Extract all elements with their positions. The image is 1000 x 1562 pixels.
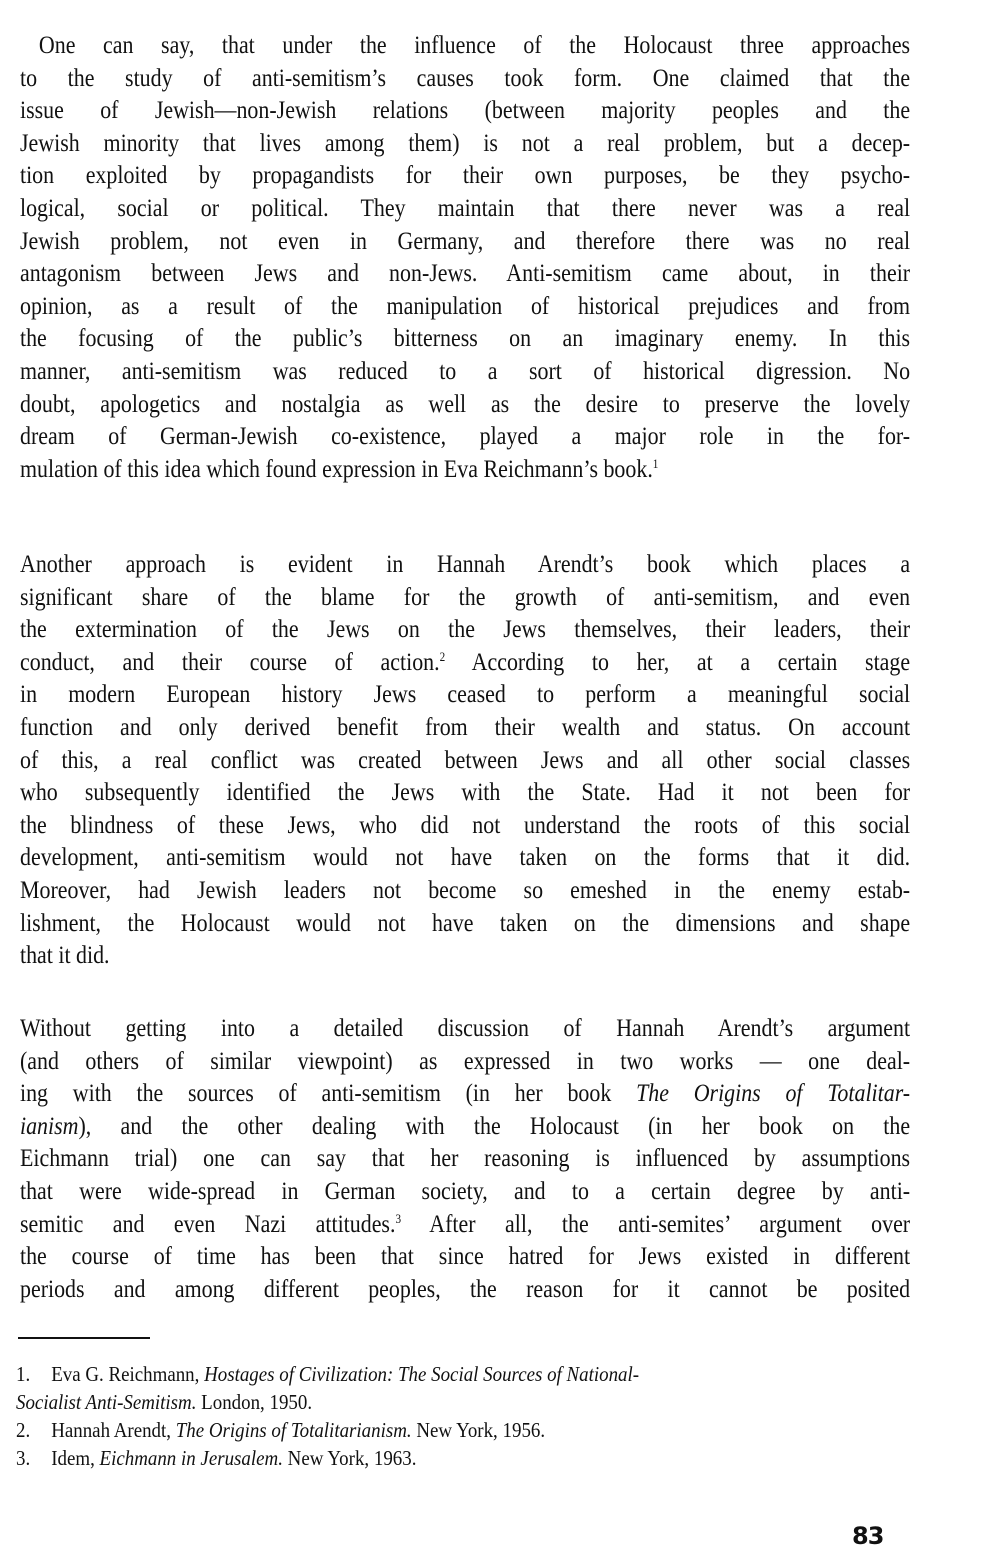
- footnote-separator: [18, 1337, 150, 1339]
- footnote-publication: London, 1950.: [196, 1390, 313, 1414]
- footnote-author: Hannah Arendt,: [51, 1418, 176, 1442]
- footnote-ref-3: 3: [395, 1210, 402, 1226]
- text-fragment: semitic and even Nazi attitudes.: [20, 1208, 396, 1238]
- text-line: [20, 646, 910, 679]
- text-line: significant share of the blame for the growth of anti-semitism, and even: [20, 581, 911, 611]
- page-number: 83: [852, 1522, 884, 1550]
- text-line: in modern European history Jews ceased to perform a meaningful social: [20, 679, 911, 709]
- text-line: Eichmann trial) one can say that her reasoning is influenced by assumptions: [20, 1143, 911, 1173]
- text-line: Without getting into a detailed discussion of Hannah Arendt’s argument: [20, 1013, 911, 1042]
- text-fragment: According to her, at a certain stage: [445, 646, 911, 676]
- text-line: opinion, as a result of the manipulation of historical prejudices and from: [20, 290, 911, 320]
- text-line: of this, a real conflict was created between Jews and all other social classes: [20, 744, 911, 774]
- text-fragment: After all, the anti-semites’ argument over: [401, 1208, 911, 1238]
- footnote-title: The Origins of Totalitarianism.: [175, 1418, 412, 1442]
- text-line: lishment, the Holocaust would not have taken on the dimensions and shape: [20, 907, 911, 937]
- footnotes: [16, 1360, 916, 1472]
- text-fragment: conduct, and their course of action.: [20, 646, 440, 676]
- text-line: that were wide-spread in German society, and to a certain degree by anti-: [20, 1175, 911, 1205]
- paragraph-1: [20, 29, 910, 485]
- text-line: One can say, that under the influence of the Holocaust three approaches: [38, 30, 911, 59]
- text-line: manner, anti-semitism was reduced to a sort of historical digression. No: [20, 355, 911, 385]
- text-fragment: ing with the sources of anti-semitism (in her book: [20, 1078, 637, 1108]
- footnote-title: Hostages of Civilization: The Social Sources of National-: [204, 1362, 640, 1386]
- paragraph-3: [20, 1012, 910, 1305]
- text-line: the blindness of these Jews, who did not understand the roots of this social: [20, 809, 911, 839]
- text-line: [20, 453, 910, 486]
- text-line: the extermination of the Jews on the Jews themselves, their leaders, their: [20, 614, 911, 644]
- text-line: logical, social or political. They maintain that there never was a real: [20, 192, 911, 222]
- text-line: antagonism between Jews and non-Jews. Anti-semitism came about, in their: [20, 258, 911, 288]
- footnote-number: 1.: [16, 1362, 31, 1386]
- footnote-number: 2.: [16, 1418, 31, 1442]
- footnote-2: [16, 1416, 808, 1444]
- paragraph-2: [20, 548, 910, 972]
- footnote-title: Eichmann in Jerusalem.: [99, 1446, 283, 1470]
- footnote-author: Eva G. Reichmann,: [51, 1362, 205, 1386]
- text-line: doubt, apologetics and nostalgia as well as the desire to preserve the lovely: [20, 388, 911, 418]
- footnote-publication: New York, 1956.: [411, 1418, 546, 1442]
- text-line: Another approach is evident in Hannah Arendt’s book which places a: [20, 549, 911, 578]
- text-line: the course of time has been that since hatred for Jews existed in different: [20, 1241, 911, 1271]
- text-fragment: ), and the other dealing with the Holocaust (in her book on the: [78, 1110, 911, 1140]
- footnote-1: [16, 1360, 808, 1388]
- footnote-ref-1: 1: [652, 455, 659, 471]
- book-title-italic: The Origins of Totalitar-: [636, 1078, 911, 1108]
- text-line: to the study of anti-semitism’s causes took form. One claimed that the: [20, 62, 911, 92]
- text-line: who subsequently identified the Jews with the State. Had it not been for: [20, 777, 911, 807]
- footnote-publication: New York, 1963.: [282, 1446, 417, 1470]
- footnote-3: [16, 1444, 808, 1472]
- text-fragment: mulation of this idea which found expression in Eva Reichmann’s book.: [20, 453, 653, 483]
- text-line: Jewish minority that lives among them) is not a real problem, but a decep-: [20, 127, 911, 157]
- text-line: [20, 1110, 910, 1143]
- text-line: tion exploited by propagandists for their own purposes, be they psycho-: [20, 160, 911, 190]
- text-line: that it did.: [20, 940, 110, 970]
- text-line: Jewish problem, not even in Germany, and therefore there was no real: [20, 225, 911, 255]
- footnote-title: Socialist Anti-Semitism.: [16, 1390, 197, 1414]
- text-line: [20, 1208, 910, 1241]
- footnote-1-continued: [16, 1388, 808, 1416]
- footnote-number: 3.: [16, 1446, 31, 1470]
- text-line: dream of German-Jewish co-existence, played a major role in the for-: [20, 421, 911, 451]
- text-line: periods and among different peoples, the reason for it cannot be posited: [20, 1273, 911, 1303]
- footnote-author: Idem,: [51, 1446, 100, 1470]
- text-line: issue of Jewish—non-Jewish relations (between majority peoples and the: [20, 95, 911, 125]
- text-line: development, anti-semitism would not have taken on the forms that it did.: [20, 842, 911, 872]
- text-line: [20, 1077, 910, 1110]
- footnote-ref-2: 2: [439, 648, 446, 664]
- text-line: the focusing of the public’s bitterness on an imaginary enemy. In this: [20, 323, 911, 353]
- book-title-italic: ianism: [20, 1110, 79, 1140]
- text-line: Moreover, had Jewish leaders not become so emeshed in the enemy estab-: [20, 874, 911, 904]
- text-line: (and others of similar viewpoint) as expressed in two works — one deal-: [20, 1045, 911, 1075]
- text-line: function and only derived benefit from their wealth and status. On account: [20, 711, 911, 741]
